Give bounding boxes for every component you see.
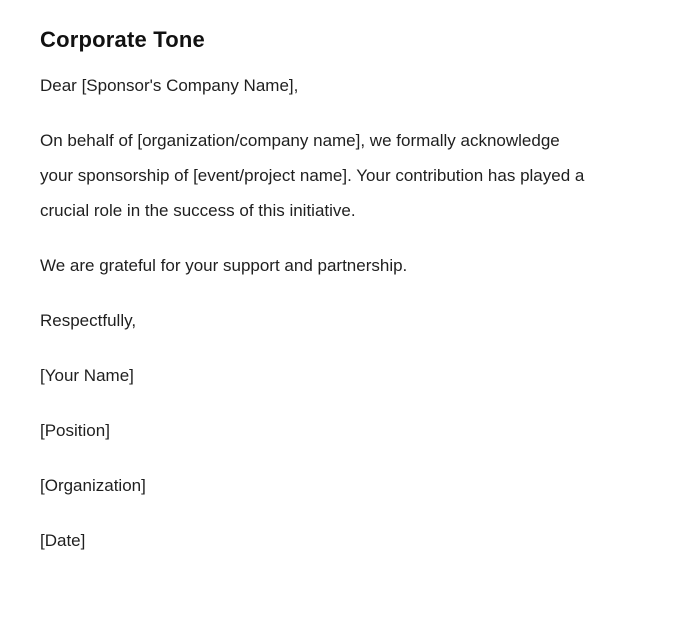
salutation-line: Dear [Sponsor's Company Name], [40, 76, 299, 95]
placeholder-date: [Date] [40, 531, 86, 550]
body-paragraph-1: On behalf of [organization/company name], we formally acknowledge your sponsorship of [event/project name]. Your contribution has played a crucial role in the success of this initiative. [40, 131, 585, 220]
placeholder-position: [Position] [40, 421, 110, 440]
document-title: Corporate Tone [40, 27, 205, 52]
placeholder-organization: [Organization] [40, 476, 146, 495]
placeholder-your-name: [Your Name] [40, 366, 134, 385]
body-paragraph-2: We are grateful for your support and partnership. [40, 256, 408, 275]
closing-line: Respectfully, [40, 311, 137, 330]
